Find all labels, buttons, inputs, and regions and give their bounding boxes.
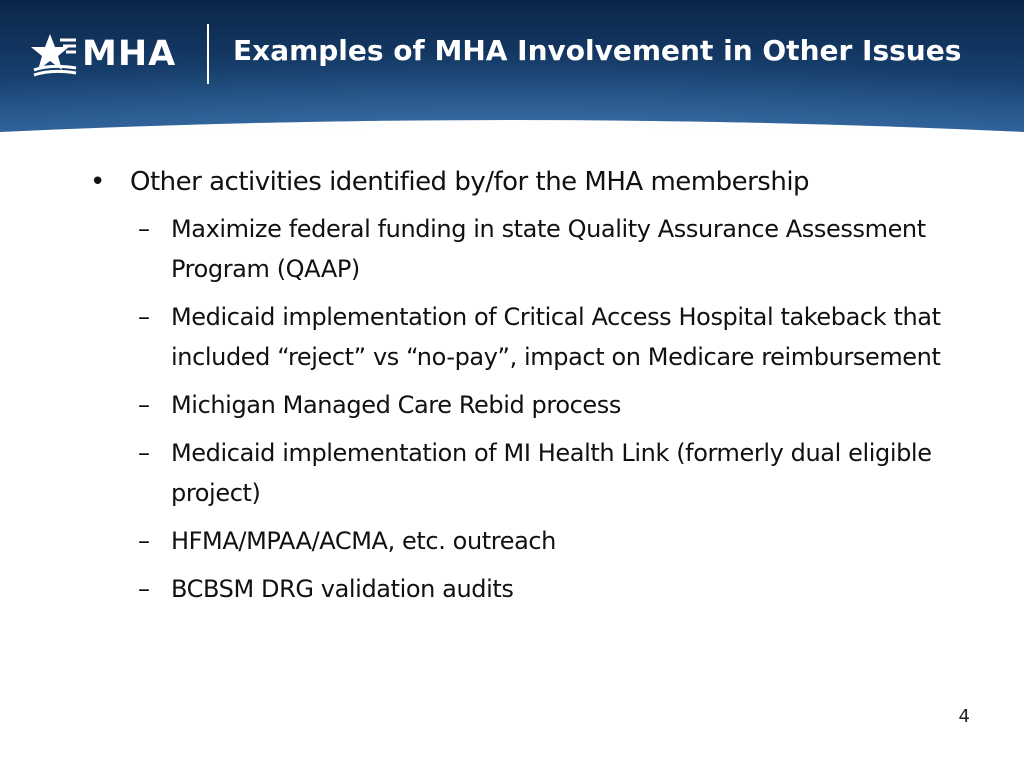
- list-item-text: Michigan Managed Care Rebid process: [171, 391, 621, 419]
- page-title: Examples of MHA Involvement in Other Issues: [233, 34, 962, 67]
- slide-content: [86, 163, 956, 617]
- dash-marker: –: [138, 215, 150, 243]
- list-item-text: Medicaid implementation of MI Health Link (formerly dual eligible project): [171, 439, 932, 507]
- list-item: [138, 433, 956, 513]
- list-item: [138, 209, 956, 289]
- list-item-text: BCBSM DRG validation audits: [171, 575, 514, 603]
- sub-bullet-list: [86, 209, 956, 609]
- list-item: [138, 385, 956, 425]
- star-flag-icon: [30, 30, 78, 78]
- header-divider: [207, 24, 209, 84]
- list-item: [138, 297, 956, 377]
- mha-logo: [30, 28, 176, 80]
- dash-marker: –: [138, 575, 150, 603]
- logo-text: MHA: [82, 33, 177, 74]
- main-bullet-text: Other activities identified by/for the MHA membership: [130, 167, 810, 197]
- list-item: [138, 569, 956, 609]
- list-item-text: Maximize federal funding in state Quality Assurance Assessment Program (QAAP): [171, 215, 926, 283]
- dash-marker: –: [138, 527, 150, 555]
- main-bullet: [86, 163, 956, 201]
- list-item-text: HFMA/MPAA/ACMA, etc. outreach: [171, 527, 556, 555]
- dash-marker: –: [138, 439, 150, 467]
- dash-marker: –: [138, 391, 150, 419]
- bullet-marker: •: [90, 167, 105, 197]
- dash-marker: –: [138, 303, 150, 331]
- page-number: 4: [958, 706, 970, 727]
- header-banner: [0, 0, 1024, 150]
- list-item: [138, 521, 956, 561]
- list-item-text: Medicaid implementation of Critical Access Hospital takeback that included “reject” vs “no-pay”, impact on Medicare reimbursement: [171, 303, 941, 371]
